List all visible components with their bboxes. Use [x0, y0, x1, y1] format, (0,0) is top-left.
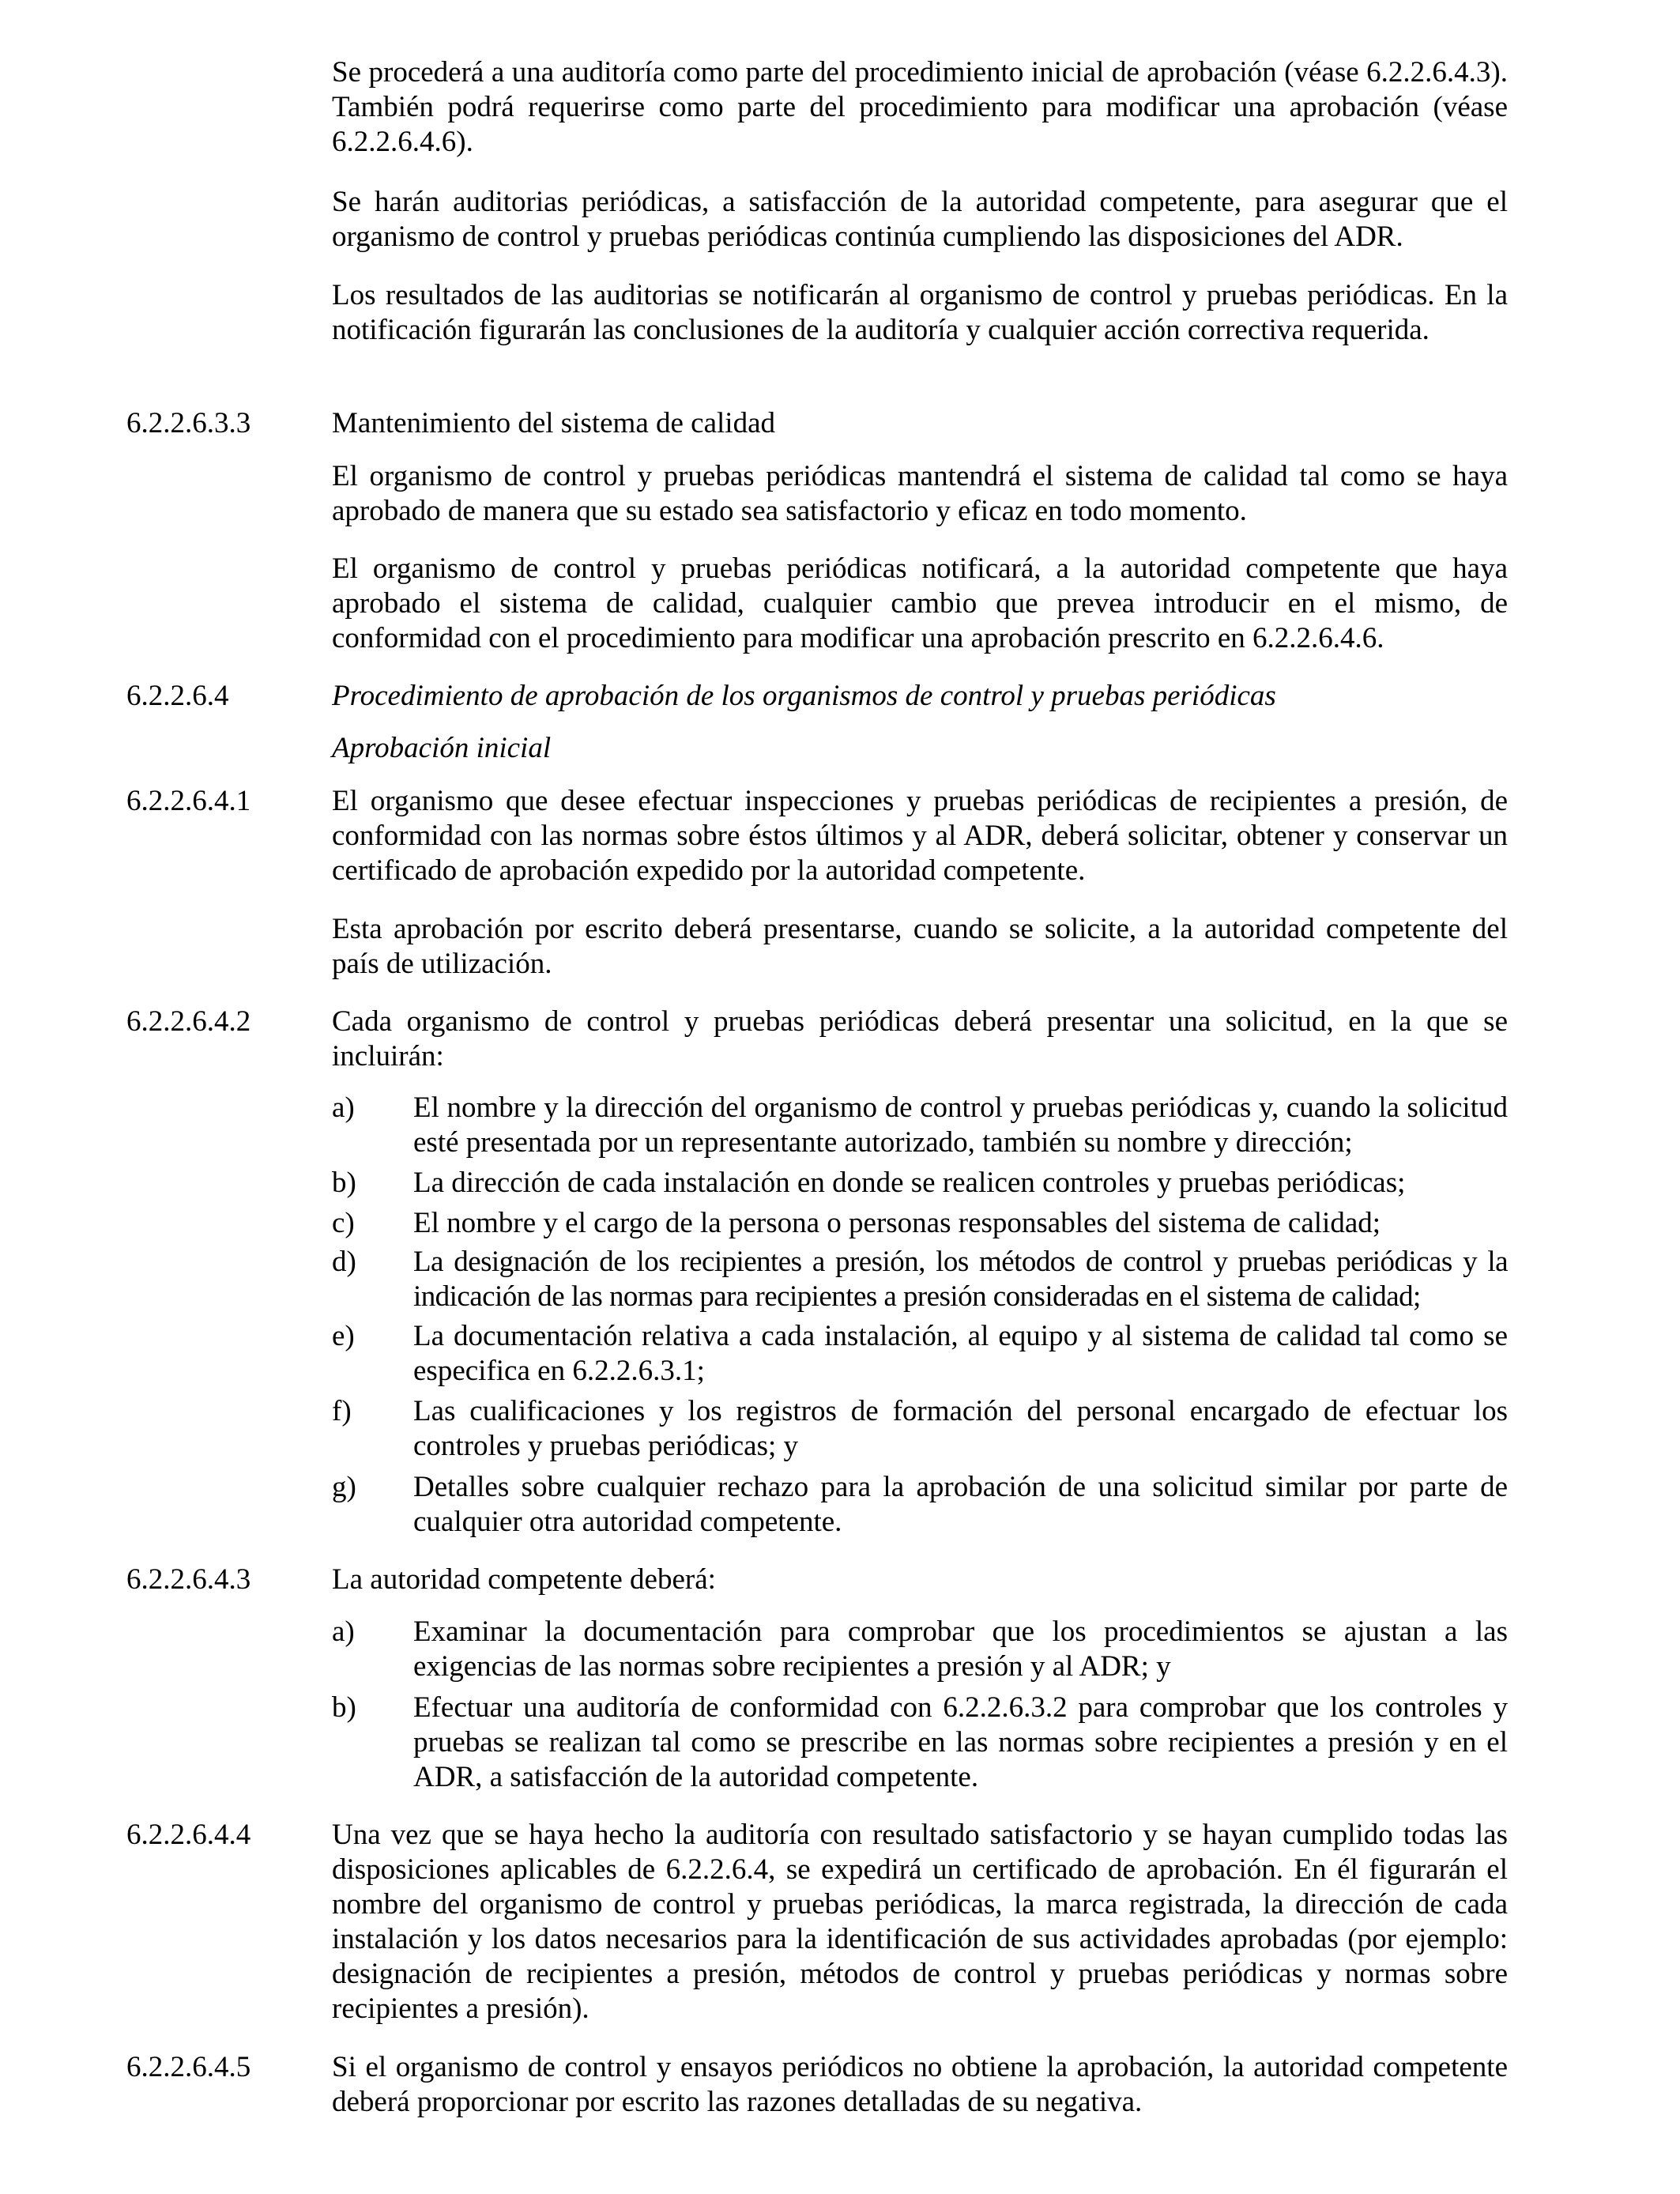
- section-number: 6.2.2.6.4.2: [126, 1005, 251, 1038]
- list-item-label: c): [332, 1207, 355, 1239]
- list-item-text: Detalles sobre cualquier rechazo para la aprobación de una solicitud similar por parte de cualquier otra autoridad competente.: [413, 1471, 1508, 1538]
- paragraph-text: Si el organismo de control y ensayos periódicos no obtiene la aprobación, la autoridad competente deberá proporcionar por escrito las razones detalladas de su negativa.: [332, 2051, 1508, 2118]
- section-number: 6.2.2.6.4.3: [126, 1563, 251, 1596]
- list-item-label: d): [332, 1246, 356, 1278]
- section-number: 6.2.2.6.4: [126, 680, 229, 712]
- paragraph-text: El organismo que desee efectuar inspecciones y pruebas periódicas de recipientes a presión, de conformidad con las normas sobre éstos últimos y al ADR, deberá solicitar, obtener y conservar un certificado de aprobación expedido por la autoridad competente.: [332, 785, 1508, 887]
- list-item-label: g): [332, 1471, 356, 1503]
- paragraph-text: El organismo de control y pruebas periódicas notificará, a la autoridad competente que haya aprobado el sistema de calidad, cualquier cambio que prevea introducir en el mismo, de conformidad con el procedimiento para modificar una aprobación prescrito en 6.2.2.6.4.6.: [332, 552, 1508, 654]
- list-item-label: f): [332, 1395, 352, 1427]
- section-number: 6.2.2.6.3.3: [126, 407, 251, 439]
- list-item-text: El nombre y el cargo de la persona o personas responsables del sistema de calidad;: [413, 1207, 1381, 1239]
- list-item-text: La dirección de cada instalación en donde se realicen controles y pruebas periódicas;: [413, 1167, 1406, 1199]
- section-number: 6.2.2.6.4.1: [126, 785, 251, 817]
- subsection-title: Aprobación inicial: [332, 732, 552, 764]
- list-item-label: a): [332, 1091, 355, 1124]
- list-item-text: Las cualificaciones y los registros de formación del personal encargado de efectuar los controles y pruebas periódicas; y: [413, 1395, 1508, 1462]
- paragraph-text: Una vez que se haya hecho la auditoría con resultado satisfactorio y se hayan cumplido todas las disposiciones aplicables de 6.2.2.6.4, se expedirá un certificado de aprobación. En él figurarán el nombre del organismo de control y pruebas periódicas, la marca registrada, la dirección de cada instalación y los datos necesarios para la identificación de sus actividades aprobadas (por ejemplo: designación de recipientes a presión, métodos de control y pruebas periódicas y normas sobre recipientes a presión).: [332, 1819, 1508, 2025]
- list-item-label: a): [332, 1615, 355, 1648]
- list-item-text: La designación de los recipientes a presión, los métodos de control y pruebas periódicas y la indicación de las normas para recipientes a presión consideradas en el sistema de calidad;: [413, 1246, 1508, 1313]
- paragraph-text: Se procederá a una auditoría como parte del procedimiento inicial de aprobación (véase 6.2.2.6.4.3). También podrá requerirse como parte del procedimiento para modificar una aprobación (véase 6.2.2.6.4.6).: [332, 56, 1508, 158]
- paragraph-text: Los resultados de las auditorias se notificarán al organismo de control y pruebas periódicas. En la notificación figurarán las conclusiones de la auditoría y cualquier acción correctiva requerida.: [332, 279, 1508, 346]
- list-item-text: La documentación relativa a cada instalación, al equipo y al sistema de calidad tal como se especifica en 6.2.2.6.3.1;: [413, 1320, 1508, 1387]
- section-title: Procedimiento de aprobación de los organismos de control y pruebas periódicas: [332, 680, 1276, 712]
- list-item-label: e): [332, 1320, 355, 1352]
- list-item-text: Efectuar una auditoría de conformidad con 6.2.2.6.3.2 para comprobar que los controles y pruebas se realizan tal como se prescribe en las normas sobre recipientes a presión y en el ADR, a satisfacción de la autoridad competente.: [413, 1691, 1508, 1793]
- paragraph-text: Esta aprobación por escrito deberá presentarse, cuando se solicite, a la autoridad competente del país de utilización.: [332, 913, 1508, 980]
- paragraph-text: Cada organismo de control y pruebas periódicas deberá presentar una solicitud, en la que se incluirán:: [332, 1005, 1508, 1072]
- paragraph-text: Se harán auditorias periódicas, a satisfacción de la autoridad competente, para asegurar que el organismo de control y pruebas periódicas continúa cumpliendo las disposiciones del ADR.: [332, 186, 1508, 253]
- list-item-text: Examinar la documentación para comprobar que los procedimientos se ajustan a las exigencias de las normas sobre recipientes a presión y al ADR; y: [413, 1615, 1508, 1683]
- list-item-label: b): [332, 1691, 356, 1724]
- section-number: 6.2.2.6.4.5: [126, 2051, 251, 2083]
- paragraph-text: El organismo de control y pruebas periódicas mantendrá el sistema de calidad tal como se haya aprobado de manera que su estado sea satisfactorio y eficaz en todo momento.: [332, 460, 1508, 527]
- paragraph-text: La autoridad competente deberá:: [332, 1563, 716, 1596]
- list-item-text: El nombre y la dirección del organismo de control y pruebas periódicas y, cuando la solicitud esté presentada por un representante autorizado, también su nombre y dirección;: [413, 1091, 1508, 1159]
- section-title: Mantenimiento del sistema de calidad: [332, 407, 775, 439]
- list-item-label: b): [332, 1167, 356, 1199]
- section-number: 6.2.2.6.4.4: [126, 1819, 251, 1851]
